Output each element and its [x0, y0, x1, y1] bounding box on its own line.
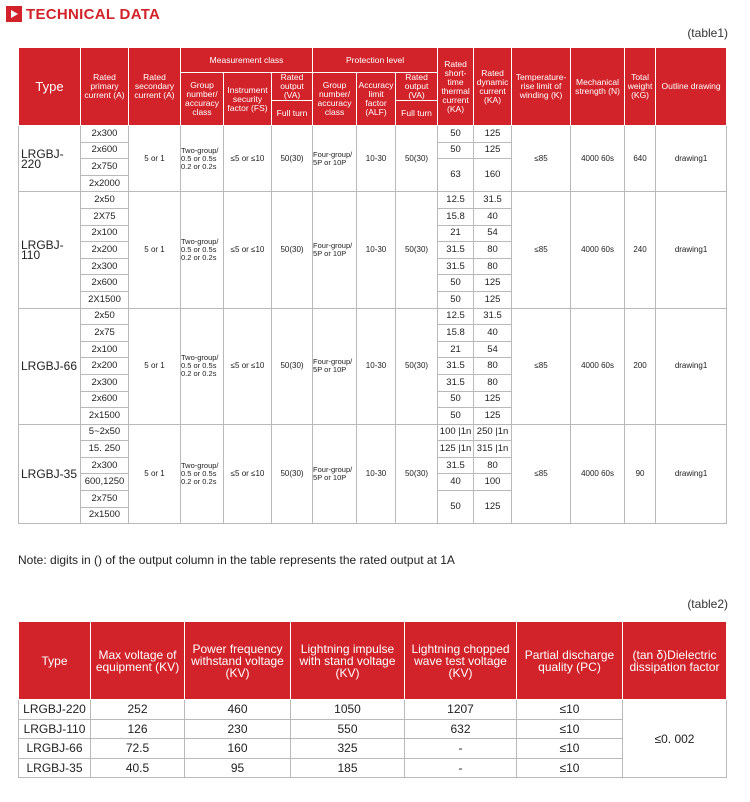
dynamic-current-cell: 40 — [474, 208, 512, 225]
table2-cell: ≤10 — [517, 739, 623, 759]
protection-output-cell: 50(30) — [396, 308, 438, 424]
header-outline: Outline drawing — [656, 48, 727, 126]
primary-current-cell: 2x1500 — [81, 408, 129, 425]
secondary-current-cell: 5 or 1 — [129, 126, 181, 192]
table1-label: (table1) — [687, 26, 728, 40]
thermal-current-cell: 50 — [438, 275, 474, 292]
thermal-current-cell: 21 — [438, 341, 474, 358]
header-protection-level: Protection level — [313, 48, 438, 73]
table2-cell: 160 — [185, 739, 291, 759]
header-rated-primary: Rated primary current (A) — [81, 48, 129, 126]
primary-current-cell: 2x50 — [81, 308, 129, 325]
dynamic-current-cell: 80 — [474, 242, 512, 259]
primary-current-cell: 2x600 — [81, 391, 129, 408]
secondary-current-cell: 5 or 1 — [129, 424, 181, 524]
header-m-output: Rated output (VA) — [272, 73, 313, 101]
table-row — [19, 126, 727, 143]
header-rated-secondary: Rated secondary current (A) — [129, 48, 181, 126]
table2-cell: ≤10 — [517, 719, 623, 739]
primary-current-cell: 2x100 — [81, 225, 129, 242]
weight-cell: 200 — [625, 308, 656, 424]
primary-current-cell: 2x600 — [81, 275, 129, 292]
table2-cell: 550 — [291, 719, 405, 739]
primary-current-cell: 2x75 — [81, 325, 129, 342]
protection-group-cell: Four-group/ 5P or 10P — [313, 126, 357, 192]
dynamic-current-cell: 80 — [474, 258, 512, 275]
thermal-current-cell: 40 — [438, 474, 474, 491]
protection-output-cell: 50(30) — [396, 192, 438, 308]
weight-cell: 640 — [625, 126, 656, 192]
dynamic-current-cell: 80 — [474, 374, 512, 391]
mech-strength-cell: 4000 60s — [571, 424, 625, 524]
table2-cell: 632 — [405, 719, 517, 739]
header-p-fullturn: Full turn — [396, 101, 438, 126]
protection-group-cell: Four-group/ 5P or 10P — [313, 424, 357, 524]
dynamic-current-cell: 250 |1n — [474, 424, 512, 441]
primary-current-cell: 2x750 — [81, 159, 129, 176]
primary-current-cell: 2x300 — [81, 126, 129, 143]
dynamic-current-cell: 125 — [474, 142, 512, 159]
primary-current-cell: 2x600 — [81, 142, 129, 159]
temp-rise-cell: ≤85 — [512, 192, 571, 308]
dynamic-current-cell: 54 — [474, 225, 512, 242]
primary-current-cell: 15. 250 — [81, 441, 129, 458]
temp-rise-cell: ≤85 — [512, 308, 571, 424]
primary-current-cell: 2x300 — [81, 374, 129, 391]
technical-data-table — [18, 47, 727, 524]
table2-cell: LRGBJ-110 — [19, 719, 91, 739]
dynamic-current-cell: 100 — [474, 474, 512, 491]
primary-current-cell: 2x1500 — [81, 507, 129, 524]
weight-cell: 90 — [625, 424, 656, 524]
temp-rise-cell: ≤85 — [512, 424, 571, 524]
header-dynamic: Rated dynamic current (KA) — [474, 48, 512, 126]
table2-cell: 185 — [291, 758, 405, 778]
weight-cell: 240 — [625, 192, 656, 308]
section-header — [6, 5, 160, 23]
table2-cell: ≤10 — [517, 700, 623, 720]
table2-header-1: Max voltage of equipment (KV) — [91, 622, 185, 700]
header-mech: Mechanical strength (N) — [571, 48, 625, 126]
type-cell: LRGBJ-35 — [19, 424, 81, 524]
dynamic-current-cell: 40 — [474, 325, 512, 342]
thermal-current-cell: 125 |1n — [438, 441, 474, 458]
primary-current-cell: 5~2x50 — [81, 424, 129, 441]
voltage-data-table — [18, 621, 727, 778]
table-row — [19, 192, 727, 209]
alf-cell: 10-30 — [357, 126, 396, 192]
dynamic-current-cell: 125 — [474, 491, 512, 524]
primary-current-cell: 2x750 — [81, 491, 129, 508]
secondary-current-cell: 5 or 1 — [129, 192, 181, 308]
dynamic-current-cell: 80 — [474, 358, 512, 375]
thermal-current-cell: 21 — [438, 225, 474, 242]
header-type: Type — [19, 48, 81, 126]
header-p-output: Rated output (VA) — [396, 73, 438, 101]
measurement-output-cell: 50(30) — [272, 424, 313, 524]
protection-output-cell: 50(30) — [396, 126, 438, 192]
table2-cell: LRGBJ-220 — [19, 700, 91, 720]
thermal-current-cell: 31.5 — [438, 358, 474, 375]
thermal-current-cell: 31.5 — [438, 242, 474, 259]
thermal-current-cell: 50 — [438, 142, 474, 159]
primary-current-cell: 2x300 — [81, 258, 129, 275]
temp-rise-cell: ≤85 — [512, 126, 571, 192]
measurement-group-cell: Two-group/ 0.5 or 0.5s 0.2 or 0.2s — [181, 424, 224, 524]
play-arrow-icon — [6, 6, 22, 22]
table1-note: Note: digits in () of the output column in the table represents the rated output at 1A — [18, 553, 455, 567]
primary-current-cell: 2x2000 — [81, 175, 129, 192]
table2-cell: 40.5 — [91, 758, 185, 778]
outline-drawing-cell: drawing1 — [656, 424, 727, 524]
thermal-current-cell: 15.8 — [438, 208, 474, 225]
table2-cell: 325 — [291, 739, 405, 759]
table2-cell: LRGBJ-66 — [19, 739, 91, 759]
primary-current-cell: 2X75 — [81, 208, 129, 225]
outline-drawing-cell: drawing1 — [656, 308, 727, 424]
mech-strength-cell: 4000 60s — [571, 192, 625, 308]
dynamic-current-cell: 125 — [474, 275, 512, 292]
primary-current-cell: 2x200 — [81, 242, 129, 259]
dynamic-current-cell: 125 — [474, 126, 512, 143]
type-cell: LRGBJ-66 — [19, 308, 81, 424]
table2-header-2: Power frequency withstand voltage (KV) — [185, 622, 291, 700]
outline-drawing-cell: drawing1 — [656, 126, 727, 192]
table2-cell: LRGBJ-35 — [19, 758, 91, 778]
header-thermal: Rated short-time thermal current (KA) — [438, 48, 474, 126]
dynamic-current-cell: 80 — [474, 457, 512, 474]
dynamic-current-cell: 125 — [474, 391, 512, 408]
header-temp: Temperature-rise limit of winding (K) — [512, 48, 571, 126]
dynamic-current-cell: 315 |1n — [474, 441, 512, 458]
type-cell: LRGBJ-220 — [19, 126, 81, 192]
table2-cell: 72.5 — [91, 739, 185, 759]
header-p-group: Group number/ accuracy class — [313, 73, 357, 126]
primary-current-cell: 2X1500 — [81, 291, 129, 308]
section-title: TECHNICAL DATA — [26, 5, 161, 23]
measurement-group-cell: Two-group/ 0.5 or 0.5s 0.2 or 0.2s — [181, 126, 224, 192]
thermal-current-cell: 100 |1n — [438, 424, 474, 441]
security-factor-cell: ≤5 or ≤10 — [224, 126, 272, 192]
dynamic-current-cell: 54 — [474, 341, 512, 358]
table2-label: (table2) — [687, 597, 728, 611]
measurement-output-cell: 50(30) — [272, 192, 313, 308]
table2-cell: 460 — [185, 700, 291, 720]
table2-cell: - — [405, 758, 517, 778]
dissipation-factor-cell: ≤0. 002 — [623, 700, 727, 778]
table2-header-0: Type — [19, 622, 91, 700]
header-m-fullturn: Full turn — [272, 101, 313, 126]
thermal-current-cell: 50 — [438, 491, 474, 524]
mech-strength-cell: 4000 60s — [571, 126, 625, 192]
thermal-current-cell: 31.5 — [438, 457, 474, 474]
thermal-current-cell: 31.5 — [438, 258, 474, 275]
measurement-group-cell: Two-group/ 0.5 or 0.5s 0.2 or 0.2s — [181, 308, 224, 424]
thermal-current-cell: 50 — [438, 126, 474, 143]
primary-current-cell: 2x50 — [81, 192, 129, 209]
header-m-fs: Instrument security factor (FS) — [224, 73, 272, 126]
thermal-current-cell: 31.5 — [438, 374, 474, 391]
table2-cell: 126 — [91, 719, 185, 739]
dynamic-current-cell: 125 — [474, 291, 512, 308]
security-factor-cell: ≤5 or ≤10 — [224, 308, 272, 424]
protection-output-cell: 50(30) — [396, 424, 438, 524]
table-row — [19, 719, 727, 739]
thermal-current-cell: 50 — [438, 408, 474, 425]
thermal-current-cell: 50 — [438, 391, 474, 408]
header-m-group: Group number/ accuracy class — [181, 73, 224, 126]
measurement-group-cell: Two-group/ 0.5 or 0.5s 0.2 or 0.2s — [181, 192, 224, 308]
table2-cell: 1207 — [405, 700, 517, 720]
table-row — [19, 739, 727, 759]
header-weight: Total weight (KG) — [625, 48, 656, 126]
protection-group-cell: Four-group/ 5P or 10P — [313, 308, 357, 424]
table2-cell: - — [405, 739, 517, 759]
primary-current-cell: 600,1250 — [81, 474, 129, 491]
header-p-alf: Accuracy limit factor (ALF) — [357, 73, 396, 126]
header-measurement-class: Measurement class — [181, 48, 313, 73]
mech-strength-cell: 4000 60s — [571, 308, 625, 424]
protection-group-cell: Four-group/ 5P or 10P — [313, 192, 357, 308]
thermal-current-cell: 12.5 — [438, 192, 474, 209]
thermal-current-cell: 12.5 — [438, 308, 474, 325]
alf-cell: 10-30 — [357, 308, 396, 424]
security-factor-cell: ≤5 or ≤10 — [224, 424, 272, 524]
table2-header-3: Lightning impulse with stand voltage (KV) — [291, 622, 405, 700]
security-factor-cell: ≤5 or ≤10 — [224, 192, 272, 308]
secondary-current-cell: 5 or 1 — [129, 308, 181, 424]
table2-header-4: Lightning chopped wave test voltage (KV) — [405, 622, 517, 700]
measurement-output-cell: 50(30) — [272, 308, 313, 424]
primary-current-cell: 2x100 — [81, 341, 129, 358]
table-row — [19, 700, 727, 720]
table2-cell: 95 — [185, 758, 291, 778]
table-row — [19, 308, 727, 325]
table2-cell: 230 — [185, 719, 291, 739]
table2-cell: 1050 — [291, 700, 405, 720]
dynamic-current-cell: 31.5 — [474, 308, 512, 325]
dynamic-current-cell: 31.5 — [474, 192, 512, 209]
alf-cell: 10-30 — [357, 424, 396, 524]
table2-cell: ≤10 — [517, 758, 623, 778]
table2-header-5: Partial discharge quality (PC) — [517, 622, 623, 700]
table-row — [19, 758, 727, 778]
table2-header-6: (tan δ)Dielectric dissipation factor — [623, 622, 727, 700]
thermal-current-cell: 63 — [438, 159, 474, 192]
primary-current-cell: 2x200 — [81, 358, 129, 375]
table2-cell: 252 — [91, 700, 185, 720]
alf-cell: 10-30 — [357, 192, 396, 308]
thermal-current-cell: 50 — [438, 291, 474, 308]
dynamic-current-cell: 160 — [474, 159, 512, 192]
type-cell: LRGBJ-110 — [19, 192, 81, 308]
outline-drawing-cell: drawing1 — [656, 192, 727, 308]
dynamic-current-cell: 125 — [474, 408, 512, 425]
measurement-output-cell: 50(30) — [272, 126, 313, 192]
table-row — [19, 424, 727, 441]
thermal-current-cell: 15.8 — [438, 325, 474, 342]
primary-current-cell: 2x300 — [81, 457, 129, 474]
